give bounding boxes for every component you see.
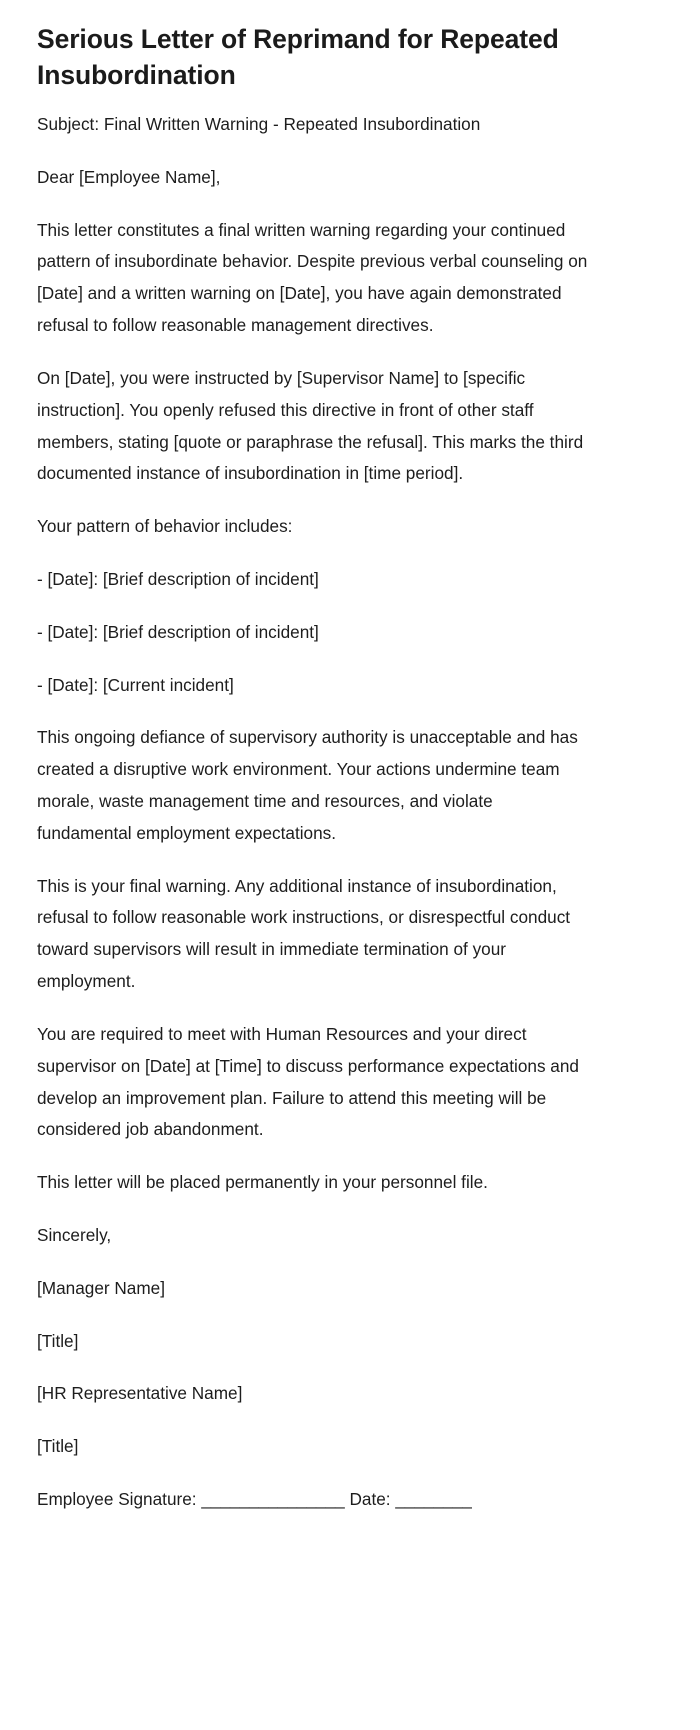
list-item: - [Date]: [Brief description of incident] <box>37 621 319 642</box>
employee-signature-line: Employee Signature: _______________ Date: ________ <box>37 1489 472 1509</box>
page-title: Serious Letter of Reprimand for Repeated Insubordination <box>37 24 559 90</box>
list-item: - [Date]: [Brief description of incident] <box>37 568 319 589</box>
paragraph-final-warning-intro: This letter constitutes a final written warning regarding your continued pattern of insubordinate behavior. Despite previous verbal counseling on [Date] and a written warning on [Date], you have again demonstrated refusal to follow reasonable management directives. <box>37 219 588 336</box>
paragraph-impact-statement: This ongoing defiance of supervisory authority is unacceptable and has created a disruptive work environment. Your actions undermine team morale, waste management time and resources, and violate fundamental employment expectations. <box>37 727 578 843</box>
list-item: - [Date]: [Current incident] <box>37 674 234 695</box>
paragraph-personnel-file-notice: This letter will be placed permanently in your personnel file. <box>37 1172 488 1193</box>
pattern-intro-label: Your pattern of behavior includes: <box>37 516 293 537</box>
closing-salutation: Sincerely, <box>37 1224 112 1245</box>
paragraph-required-meeting: You are required to meet with Human Resources and your direct supervisor on [Date] at [Time] to discuss performance expectations and develop an improvement plan. Failure to attend this meeting will be considered job abandonment. <box>37 1023 579 1140</box>
signatory-hr-title: [Title] <box>37 1436 79 1457</box>
salutation: Dear [Employee Name], <box>37 166 221 187</box>
subject-line: Subject: Final Written Warning - Repeated Insubordination <box>37 114 481 134</box>
signatory-manager-title: [Title] <box>37 1330 79 1351</box>
signatory-manager-name: [Manager Name] <box>37 1277 166 1298</box>
signatory-hr-name: [HR Representative Name] <box>37 1383 243 1404</box>
paragraph-incident-detail: On [Date], you were instructed by [Supervisor Name] to [specific instruction]. You openly refused this directive in front of other staff members, stating [quote or paraphrase the refusal]. This marks the third documented instance of insubordination in [time period]. <box>37 367 584 484</box>
paragraph-final-warning-consequences: This is your final warning. Any additional instance of insubordination, refusal to follow reasonable work instructions, or disrespectful conduct toward supervisors will result in immediate termination of your employment. <box>37 875 571 992</box>
